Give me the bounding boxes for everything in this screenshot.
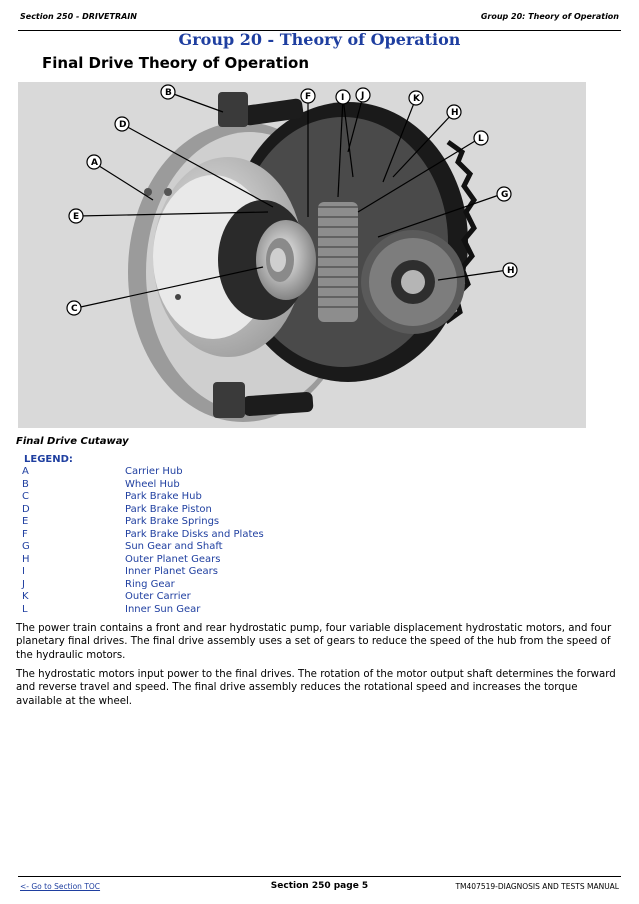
legend-key: B [22, 478, 29, 490]
svg-text:I: I [341, 93, 345, 103]
legend-key: A [22, 466, 29, 477]
manual-id: TM407519-DIAGNOSIS AND TESTS MANUAL [455, 882, 619, 891]
legend-key: F [22, 528, 28, 540]
legend-item [22, 504, 322, 517]
callout-f [301, 89, 315, 103]
svg-text:E: E [73, 212, 80, 222]
legend-label: Park Brake Hub [125, 491, 202, 502]
legend-item [22, 579, 322, 592]
legend-label: Inner Planet Gears [125, 566, 218, 577]
callout-h-right [503, 263, 517, 277]
page-number: Section 250 page 5 [270, 881, 369, 891]
header-group: Group 20: Theory of Operation [480, 12, 619, 21]
svg-text:L: L [478, 134, 484, 144]
legend-key: K [22, 591, 29, 602]
legend-item [22, 566, 322, 579]
svg-text:J: J [361, 91, 365, 101]
callout-g [497, 187, 511, 201]
callout-d [115, 117, 129, 131]
svg-text:C: C [71, 304, 78, 314]
callout-c [67, 301, 81, 315]
header-section: Section 250 - DRIVETRAIN [20, 12, 137, 21]
page-header [18, 10, 621, 31]
svg-text:K: K [413, 94, 420, 104]
legend-item [22, 591, 322, 604]
legend-key: C [22, 491, 29, 502]
legend-key: D [22, 503, 30, 515]
final-drive-cutaway-figure [18, 82, 586, 428]
svg-text:A: A [91, 158, 98, 168]
legend-label: Outer Planet Gears [125, 553, 221, 565]
legend-key: G [22, 541, 30, 552]
legend-key: E [22, 516, 29, 527]
legend-label: Park Brake Disks and Plates [125, 528, 264, 540]
legend-label: Wheel Hub [125, 478, 180, 490]
cutaway-illustration [18, 82, 586, 428]
svg-text:H: H [451, 108, 459, 118]
callout-l [474, 131, 488, 145]
callout-k [409, 91, 423, 105]
legend-item [22, 604, 322, 617]
callout-a [87, 155, 101, 169]
legend-key: I [22, 566, 25, 577]
legend-heading: LEGEND: [24, 454, 73, 465]
legend-key: H [22, 553, 30, 565]
svg-text:F: F [305, 92, 312, 102]
callout-i [336, 90, 350, 104]
legend-label: Sun Gear and Shaft [125, 541, 223, 552]
svg-text:G: G [501, 190, 509, 200]
legend-list [22, 466, 322, 616]
legend-key: J [22, 578, 25, 590]
figure-caption: Final Drive Cutaway [16, 436, 129, 447]
body-paragraph-2: The hydrostatic motors input power to the final drives. The rotation of the motor output shaft determines the forward and reverse travel and speed. The final drive assembly reduces the rotational speed and increases the torque available at the wheel. [16, 669, 616, 707]
page-title: Final Drive Theory of Operation [42, 54, 310, 72]
body-paragraph-1: The power train contains a front and rear hydrostatic pump, four variable displacement hydrostatic motors, and four planetary final drives. The final drive assembly uses a set of gears to reduce the speed of the hub from the speed of the hydraulic motors. [16, 623, 612, 661]
legend-item [22, 479, 322, 492]
svg-text:H: H [507, 266, 515, 276]
callout-j [356, 88, 370, 102]
legend-item [22, 554, 322, 567]
legend-label: Outer Carrier [125, 591, 191, 602]
legend-item [22, 491, 322, 504]
legend-item [22, 516, 322, 529]
callout-b [161, 85, 175, 99]
legend-label: Park Brake Springs [125, 516, 220, 527]
callout-e [69, 209, 83, 223]
legend-label: Inner Sun Gear [125, 603, 201, 615]
callout-h-top [447, 105, 461, 119]
legend-item [22, 466, 322, 479]
svg-text:D: D [119, 120, 127, 130]
legend-item [22, 529, 322, 542]
legend-key: L [22, 603, 28, 615]
legend-label: Park Brake Piston [125, 503, 212, 515]
page-footer [18, 876, 621, 897]
section-toc-link[interactable]: <- Go to Section TOC [20, 882, 101, 891]
legend-item [22, 541, 322, 554]
group-title: Group 20 - Theory of Operation [178, 30, 461, 49]
legend-label: Ring Gear [125, 578, 175, 590]
legend-label: Carrier Hub [125, 466, 183, 477]
svg-text:B: B [165, 88, 172, 98]
